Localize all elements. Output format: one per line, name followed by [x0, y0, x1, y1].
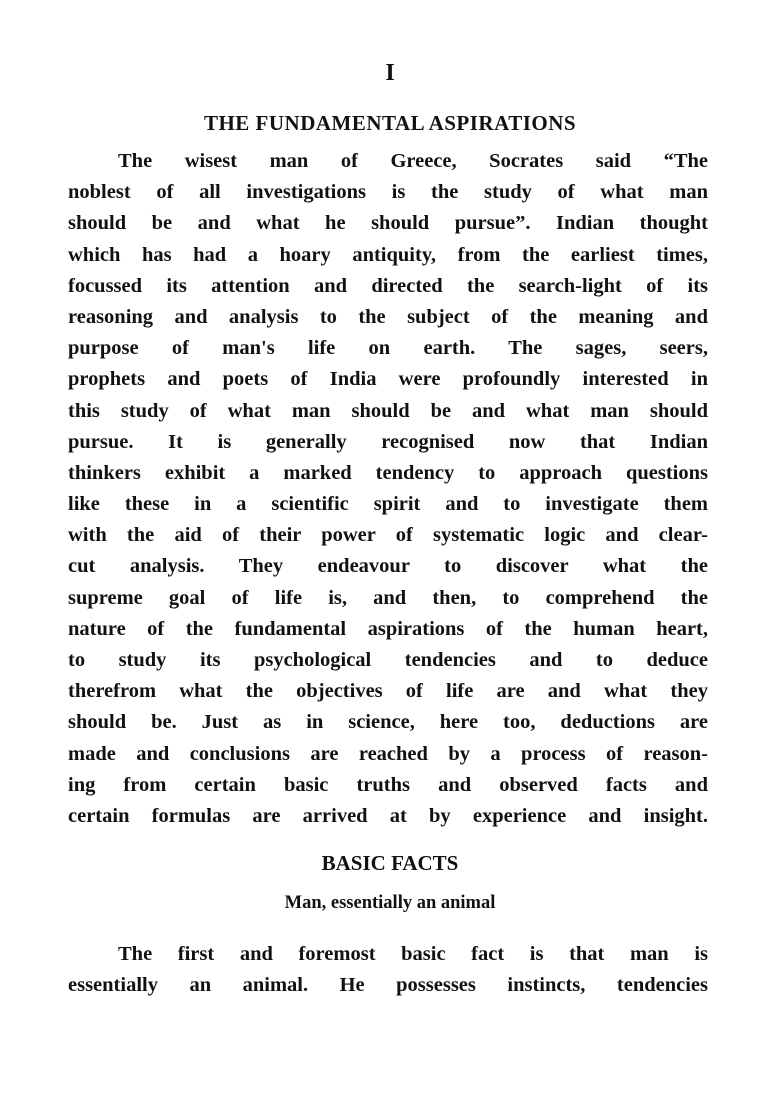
- paragraph-intro: [68, 146, 708, 832]
- text-line: supreme goal of life is, and then, to comprehend the: [68, 586, 708, 609]
- text-line: prophets and poets of India were profoundly interested in: [68, 368, 708, 391]
- text-line: should be and what he should pursue”. Indian thought: [68, 212, 708, 235]
- text-line: pursue. It is generally recognised now that Indian: [68, 430, 708, 453]
- text-line: cut analysis. They endeavour to discover what the: [68, 555, 708, 578]
- text-line: this study of what man should be and what man should: [68, 399, 708, 422]
- text-line: certain formulas are arrived at by experience and insight.: [68, 804, 708, 827]
- text-line: therefrom what the objectives of life are and what they: [68, 680, 708, 703]
- text-line: like these in a scientific spirit and to investigate them: [68, 493, 708, 516]
- text-line: thinkers exhibit a marked tendency to approach questions: [68, 461, 708, 484]
- text-line: which has had a hoary antiquity, from the earliest times,: [68, 243, 708, 266]
- text-line: ing from certain basic truths and observed facts and: [68, 773, 708, 796]
- text-line: to study its psychological tendencies and to deduce: [68, 649, 708, 671]
- paragraph-basic-facts: [68, 939, 708, 1001]
- text-line: The first and foremost basic fact is that man is: [118, 943, 708, 965]
- text-line: purpose of man's life on earth. The sages, seers,: [68, 337, 708, 360]
- text-line: essentially an animal. He possesses instincts, tendencies: [68, 974, 708, 997]
- text-line: noblest of all investigations is the study of what man: [68, 181, 708, 204]
- text-line: nature of the fundamental aspirations of the human heart,: [68, 617, 708, 640]
- text-line: The wisest man of Greece, Socrates said “The: [118, 150, 708, 172]
- text-line: focussed its attention and directed the search-light of its: [68, 274, 708, 297]
- section-heading: BASIC FACTS: [321, 851, 459, 875]
- text-line: reasoning and analysis to the subject of the meaning and: [68, 305, 708, 328]
- text-line: made and conclusions are reached by a process of reason-: [68, 742, 708, 765]
- chapter-number: I: [385, 60, 395, 86]
- subsection-heading: Man, essentially an animal: [284, 893, 496, 913]
- chapter-title: THE FUNDAMENTAL ASPIRATIONS: [203, 111, 577, 135]
- text-line: should be. Just as in science, here too, deductions are: [68, 711, 708, 734]
- text-line: with the aid of their power of systematic logic and clear-: [68, 524, 708, 547]
